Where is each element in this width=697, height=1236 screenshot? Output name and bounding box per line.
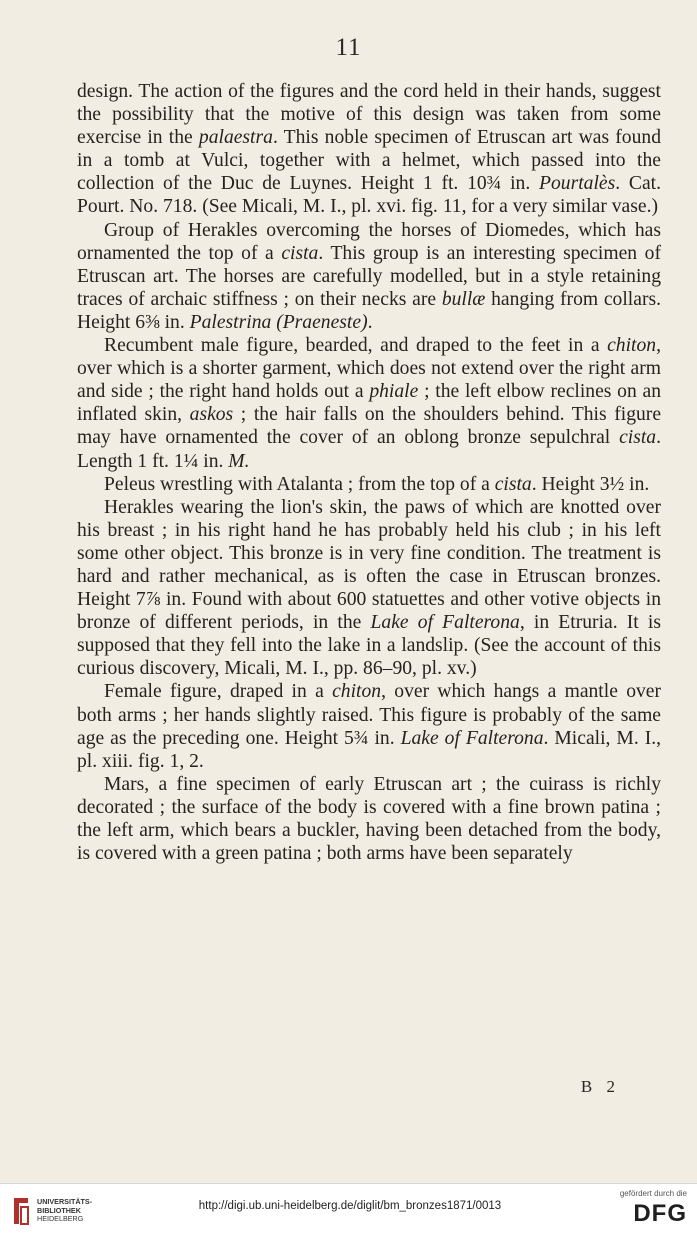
text-run: . This group is an interesting specimen of Etruscan art. The horses are carefully modelled, but in a style retaining traces of archaic stiffness ; on their necks are (77, 242, 661, 310)
text-run: . Cat. Pourt. No. 718. (See Micali, M. I., pl. xvi. fig. 11, for a very similar vase.) (77, 173, 661, 218)
library-name (37, 1198, 92, 1224)
paragraph (77, 773, 661, 865)
text-run: ; the hair falls on the shoulders behind. This figure may have ornamented the cover of an oblong bronze sepulchral (77, 404, 662, 449)
viewer-footer (0, 1183, 697, 1236)
italic-text: phiale (369, 381, 419, 403)
italic-text: cista (281, 242, 319, 264)
italic-text: cista (619, 427, 657, 449)
text-run: . This noble specimen of Etruscan art was found in a tomb at Vulci, together with a helmet, which passed into the collection of the Duc de Luynes. Height 1 ft. 10¾ in. (77, 127, 661, 195)
italic-text: Palestrina (Praeneste) (189, 311, 368, 333)
text-run: Group of Herakles overcoming the horses of Diomedes, which has ornamented the top of a (77, 219, 661, 264)
printer-signature: B 2 (580, 1077, 620, 1096)
paragraph (77, 473, 661, 496)
dfg-logo[interactable]: DFG (633, 1200, 687, 1227)
italic-text: Pourtalès (539, 173, 616, 195)
paragraph (77, 496, 661, 681)
paragraph (77, 680, 661, 772)
text-run: . Micali, M. I., pl. xiii. fig. 1, 2. (77, 727, 662, 772)
text-run: ; the left elbow reclines on an inflated skin, (77, 381, 661, 426)
text-run: Herakles wearing the lion's skin, the paws of which are knotted over his breast ; in his right hand he has probably held his club ; in his left some other object. This bronze is in very fine condition. The treatment is hard and rather mechanical, as is often the case in Etruscan bronzes. Height 7⅞ in. Found with about 600 statuettes and other votive objects in bronze of different periods, in the (77, 496, 661, 634)
funding-label: gefördert durch die (619, 1189, 687, 1198)
italic-text: askos (189, 404, 234, 426)
text-run: Recumbent male figure, bearded, and draped to the feet in a (104, 335, 608, 357)
italic-text: Lake of Falterona (400, 727, 544, 749)
library-name-line: UNIVERSITÄTS- (37, 1197, 93, 1206)
library-logo[interactable] (10, 1192, 120, 1230)
page-number: 11 (335, 34, 362, 61)
text-run: Female figure, draped in a (104, 681, 333, 703)
text-run: , over which is a shorter garment, which does not extend over the right arm and side ; the right hand holds out a (77, 335, 661, 403)
paragraph (77, 219, 661, 334)
italic-text: Lake of Falterona (370, 612, 520, 634)
library-mark-icon (10, 1194, 32, 1228)
italic-text: palaestra (198, 127, 273, 149)
body-text (77, 80, 661, 865)
italic-text: bullæ (441, 288, 486, 310)
library-name-line: HEIDELBERG (37, 1214, 84, 1224)
permalink-url[interactable]: http://digi.ub.uni-heidelberg.de/diglit/bm_bronzes1871/0013 (198, 1200, 502, 1212)
paragraph (77, 334, 661, 473)
text-run: . Length 1 ft. 1¼ in. (77, 427, 661, 472)
library-name-line: BIBLIOTHEK (37, 1205, 81, 1215)
italic-text: M. (228, 450, 250, 472)
italic-text: chiton (332, 681, 382, 703)
text-run: . (367, 311, 373, 333)
italic-text: chiton (607, 335, 657, 357)
text-run: , over which hangs a mantle over both arms ; her hands slightly raised. This figure is probably of the same age as the preceding one. Height 5¾ in. (77, 681, 662, 749)
text-run: design. The action of the figures and the cord held in their hands, suggest the possibility that the motive of this design was taken from some exercise in the (77, 81, 661, 149)
text-run: , in Etruria. It is supposed that they fell into the lake in a landslip. (See the account of this curious discovery, Micali, M. I., pp. 86–90, pl. xv.) (77, 612, 661, 680)
paragraph (77, 80, 661, 219)
text-run: hanging from collars. Height 6⅜ in. (77, 288, 661, 333)
text-run: Peleus wrestling with Atalanta ; from the top of a (104, 473, 495, 495)
text-run: Mars, a fine specimen of early Etruscan art ; the cuirass is richly decorated ; the surface of the body is covered with a fine brown patina ; the left arm, which bears a buckler, having been detached from the body, is covered with a green patina ; both arms have been separately (77, 773, 661, 865)
italic-text: cista (494, 473, 532, 495)
text-run: . Height 3½ in. (531, 473, 650, 495)
